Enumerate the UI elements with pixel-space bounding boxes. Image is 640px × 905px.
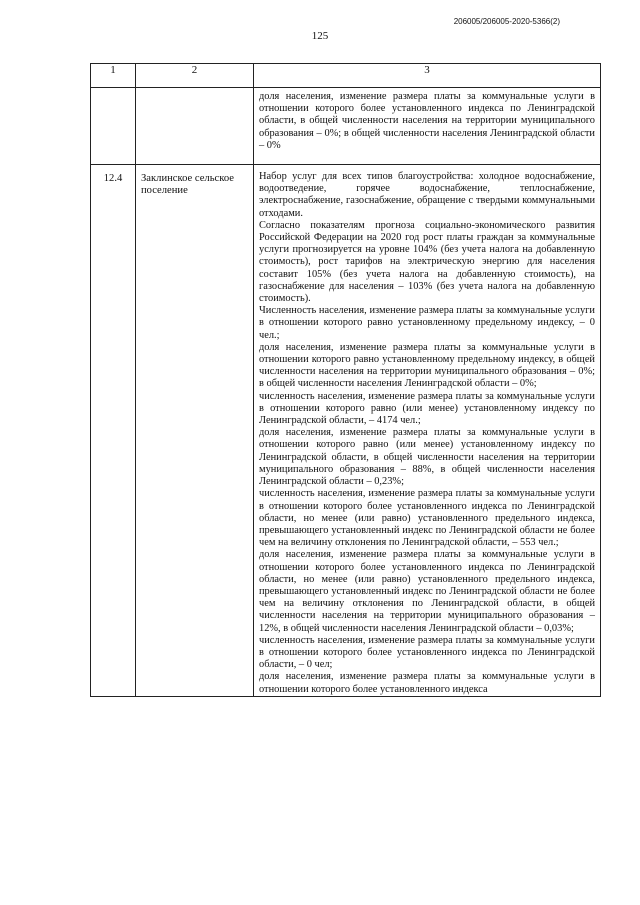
paragraph: доля населения, изменение размера платы за коммунальные услуги в отношении которого равно (или менее) установленному индексу по Ленинградской области, в общей численности населения на территории муниципального образования – 88%, в общей численности населения Ленинградской области – 0,23%; bbox=[259, 427, 595, 488]
column-header: 2 bbox=[136, 64, 254, 88]
row-description bbox=[254, 165, 601, 697]
column-header: 3 bbox=[254, 64, 601, 88]
settlement-name bbox=[136, 88, 254, 165]
paragraph: численность населения, изменение размера платы за коммунальные услуги в отношении которого более установленного индекса по Ленинградской области, – 0 чел; bbox=[259, 634, 595, 671]
table-row bbox=[91, 88, 601, 165]
paragraph: доля населения, изменение размера платы за коммунальные услуги в отношении которого более установленного индекса bbox=[259, 671, 595, 695]
page-number: 125 bbox=[311, 30, 329, 42]
paragraph: Согласно показателям прогноза социально-экономического развития Российской Федерации на 2020 год рост платы граждан за коммунальные услуги прогнозируется на уровне 104% (без учета налога на добавленную стоимость), рост тарифов на электрическую энергию для населения составит 105% (без учета налога на добавленную стоимость), на газоснабжение для населения – 103% (без учета налога на добавленную стоимость). bbox=[259, 219, 595, 305]
row-number: 12.4 bbox=[91, 165, 136, 697]
column-header: 1 bbox=[91, 64, 136, 88]
row-description bbox=[254, 88, 601, 165]
paragraph: численность населения, изменение размера платы за коммунальные услуги в отношении которого более установленного индекса по Ленинградской области, но менее (или равно) установленного предельного индекса, превышающего установленный индекс по Ленинградской области не более чем на величину отклонения по Ленинградской области, – 553 чел.; bbox=[259, 488, 595, 549]
table-header-row bbox=[91, 64, 601, 88]
paragraph: доля населения, изменение размера платы за коммунальные услуги в отношении которого более установленного индекса по Ленинградской области, но менее (или равно) установленного предельного индекса, превышающего установленный индекс по Ленинградской области не более чем на величину отклонения по Ленинградской области, в общей численности населения на территории муниципального образования – 12%, в общей численности населения Ленинградской области – 0,03%; bbox=[259, 549, 595, 634]
paragraph: численность населения, изменение размера платы за коммунальные услуги в отношении которого равно (или менее) установленному индексу по Ленинградской области, – 4174 чел.; bbox=[259, 390, 595, 427]
services-table bbox=[90, 63, 601, 697]
paragraph: доля населения, изменение размера платы за коммунальные услуги в отношении которого более установленного индекса по Ленинградской области, в общей численности населения на территории муниципального образования – 0%; в общей численности населения Ленинградской области – 0% bbox=[259, 91, 595, 151]
paragraph: Набор услуг для всех типов благоустройства: холодное водоснабжение, водоотведение, горячее водоснабжение, теплоснабжение, электроснабжение, газоснабжение, обращение с твердыми коммунальными отходами. bbox=[259, 171, 595, 219]
settlement-name: Заклинское сельское поселение bbox=[136, 165, 254, 697]
row-number bbox=[91, 88, 136, 165]
document-id: 206005/206005-2020-5366(2) bbox=[453, 17, 560, 26]
paragraph: доля населения, изменение размера платы за коммунальные услуги в отношении которого равно установленному предельному индексу, в общей численности населения на территории муниципального образования – 0%; в общей численности населения Ленинградской области – 0%; bbox=[259, 341, 595, 390]
paragraph: Численность населения, изменение размера платы за коммунальные услуги в отношении которого равно установленному предельному индексу, – 0 чел.; bbox=[259, 305, 595, 341]
table-row bbox=[91, 165, 601, 697]
